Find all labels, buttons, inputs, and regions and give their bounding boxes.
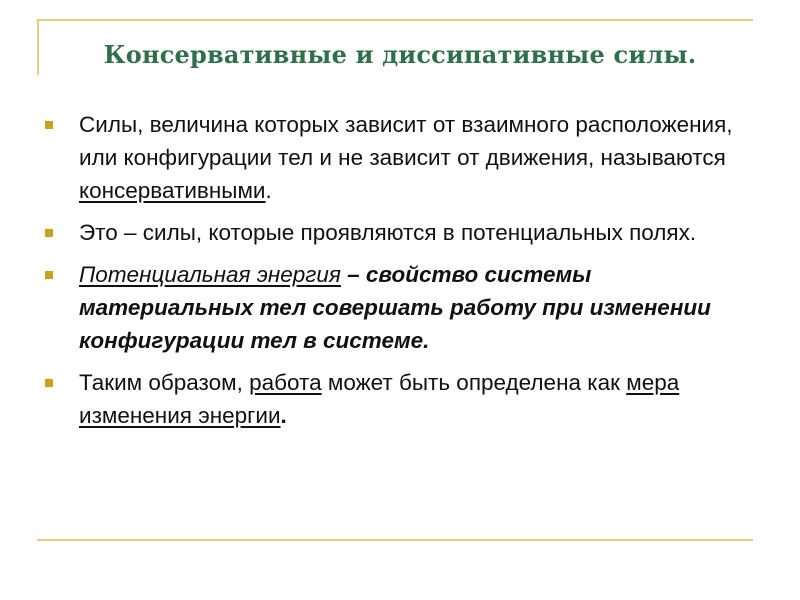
- term-energy-change-measure: мера изменения энергии: [79, 370, 680, 428]
- frame-bottom-line: [37, 539, 753, 541]
- paragraph-text: Силы, величина которых зависит от взаимного расположения, или конфигурации тел и не зависит от движения, называются: [79, 112, 733, 170]
- definition-text: – свойство системы материальных тел совершать работу при изменении конфигурации тел в системе.: [79, 262, 711, 353]
- square-bullet-icon: [45, 121, 53, 129]
- term-work: работа: [249, 370, 322, 395]
- paragraph-text-end: .: [265, 178, 272, 203]
- term-conservative: консервативными: [79, 178, 266, 203]
- paragraph-text: Это – силы, которые проявляются в потенциальных полях.: [79, 220, 697, 245]
- paragraph-text: Таким образом,: [79, 370, 250, 395]
- bullet-paragraph-4: [45, 366, 745, 432]
- bullet-paragraph-3: [45, 258, 745, 357]
- square-bullet-icon: [45, 379, 53, 387]
- square-bullet-icon: [45, 271, 53, 279]
- paragraph-text-middle: может быть определена как: [321, 370, 627, 395]
- bullet-paragraph-1: [45, 108, 745, 207]
- square-bullet-icon: [45, 229, 53, 237]
- bullet-paragraph-2: [45, 216, 745, 249]
- paragraph-text-end: .: [280, 403, 287, 428]
- frame-top-line: [37, 19, 753, 21]
- slide-title: Консервативные и диссипативные силы.: [103, 40, 697, 69]
- slide-content: [45, 108, 745, 441]
- term-potential-energy: Потенциальная энергия: [79, 262, 341, 287]
